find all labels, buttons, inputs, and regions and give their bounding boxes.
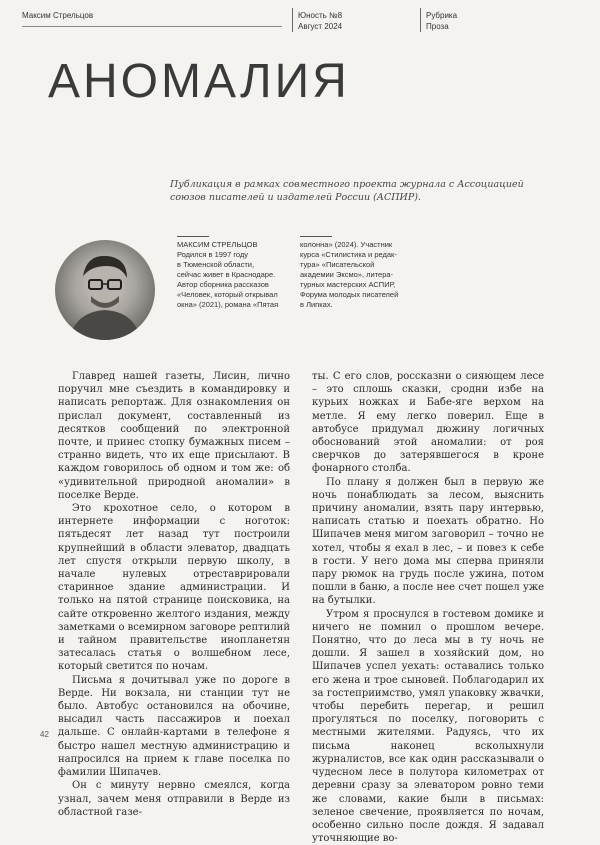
- bio-line: курса «Стилистика и редак-: [300, 250, 397, 259]
- header-rubric-value: Проза: [426, 22, 449, 31]
- running-header-author: [22, 10, 93, 21]
- paragraph: Это крохотное село, о котором в интернете информации с ноготок: пятьдесят лет назад тут построили крупнейший в области элеватор, двадцать лет спустя открыли первую школу, в начале нулевых отреставрировали старинное здание администрации. И только на пятой странице поисковика, на сайте откровенно желтого издания, между заметками о всемирном заговоре рептилий и тайном правительстве инопланетян затесалась статья о волшебном лесе, который светится по ночам.: [58, 503, 291, 673]
- bio-line: тура» «Писательской: [300, 260, 375, 269]
- bio-line: «Человек, который открывал: [177, 290, 278, 299]
- author-bio-col2: [300, 240, 420, 310]
- paragraph: ты. С его слов, россказни о сияющем лесе – это сплошь сказки, сродни избе на курьих ножках и Бабе-яге верхом на метле. Я ему легко поверил. Еще в автобусе придумал дюжину логичных обоснований этой аномалии: от роя сверчков до затерявшегося в кроне фонарного столба.: [312, 371, 544, 475]
- running-header-issue: [298, 10, 342, 32]
- author-bio-col1: [177, 240, 289, 310]
- header-author: Максим Стрельцов: [22, 11, 94, 20]
- bio-line: академии Эксмо», литера-: [300, 270, 394, 279]
- article-title: АНОМАЛИЯ: [48, 55, 350, 108]
- body-column-left: [58, 370, 290, 819]
- paragraph: Утром я проснулся в гостевом домике и ничего не помнил о прошлом вечере. Понятно, что до леса мы в ту ночь не дошли. Я зашел в хозяйский дом, но Шипачев успел уехать: оставались только его жена и трое сыновей. Поблагодарил их за гостеприимство, умял упаковку жвачки, чтобы перебить перегар, и решил прогуляться по поселку, поговорить с местными жителями. Радуясь, что их письма наконец всколыхнули журналистов, все как один рассказывали о чудесном лесе в полутора километрах от деревни сразу за элеватором ровно теми же словами, какие были в письмах: зеленое свечение, проявляется по ночам, особенно сильно после дождя. Я задавал уточняющие во-: [312, 608, 544, 845]
- bio-line: Автор сборника рассказов: [177, 280, 269, 289]
- running-header-rubric: [426, 10, 457, 32]
- header-underline: [22, 26, 282, 27]
- bio-line: МАКСИМ СТРЕЛЬЦОВ: [177, 240, 258, 249]
- body-column-right: [312, 370, 544, 845]
- author-photo: [55, 240, 155, 340]
- bio-line: в Липках.: [300, 300, 333, 309]
- bio-line: Родился в 1997 году: [177, 250, 249, 259]
- header-divider: [292, 8, 293, 32]
- bio-rule: [177, 236, 209, 237]
- header-divider: [420, 8, 421, 32]
- bio-line: Форума молодых писателей: [300, 290, 399, 299]
- bio-rule: [300, 236, 332, 237]
- bio-line: сейчас живет в Краснодаре.: [177, 270, 276, 279]
- paragraph: Письма я дочитывал уже по дороге в Верде. Ни вокзала, ни станции тут не было. Автобус остановился на обочине, высадил часть пассажиров и поехал дальше. С онлайн-картами в телефоне я быстро нашел местную администрацию и напросился на прием к главе поселка по фамилии Шипачев.: [58, 674, 290, 779]
- page-number: 42: [40, 730, 49, 739]
- paragraph: Он с минуту нервно смеялся, когда узнал, зачем меня отправили в Верде из областной газе-: [58, 780, 290, 818]
- header-rubric-label: Рубрика: [426, 11, 458, 20]
- bio-line: в Тюменской области,: [177, 260, 255, 269]
- bio-line: окна» (2021), романа «Пятая: [177, 300, 279, 309]
- author-portrait-icon: [55, 240, 155, 340]
- publication-note: Публикация в рамках совместного проекта журнала с Ассоциацией союзов писателей и издателей России (АСПИР).: [170, 179, 524, 203]
- bio-line: колонна» (2024). Участник: [300, 240, 393, 249]
- paragraph: Главред нашей газеты, Лисин, лично поручил мне съездить в командировку и написать репортаж. Для ознакомления он прислал документ, составленный из десятков сообщений по электронной почте, и принес стопку бумажных писем – странно видеть, что их еще присылают. В каждом говорилось об одном и том же: об «удивительной природной аномалии» в поселке Верде.: [58, 371, 290, 501]
- header-issue-number: Юность №8: [298, 11, 343, 20]
- header-issue-date: Август 2024: [298, 22, 343, 31]
- bio-line: турных мастерских АСПИР,: [300, 280, 396, 289]
- paragraph: По плану я должен был в первую же ночь понаблюдать за лесом, выяснить причину аномалии, взять пару интервью, написать статью и поехать обратно. Но Шипачев меня мигом заговорил – точно не хотел, чтобы я ехал в лес, – и повез к себе в гости. У него дома мы сперва приняли пару рюмок на грудь после ужина, потом пошли в баню, а после нее счет пошел уже на бутылки.: [312, 476, 544, 607]
